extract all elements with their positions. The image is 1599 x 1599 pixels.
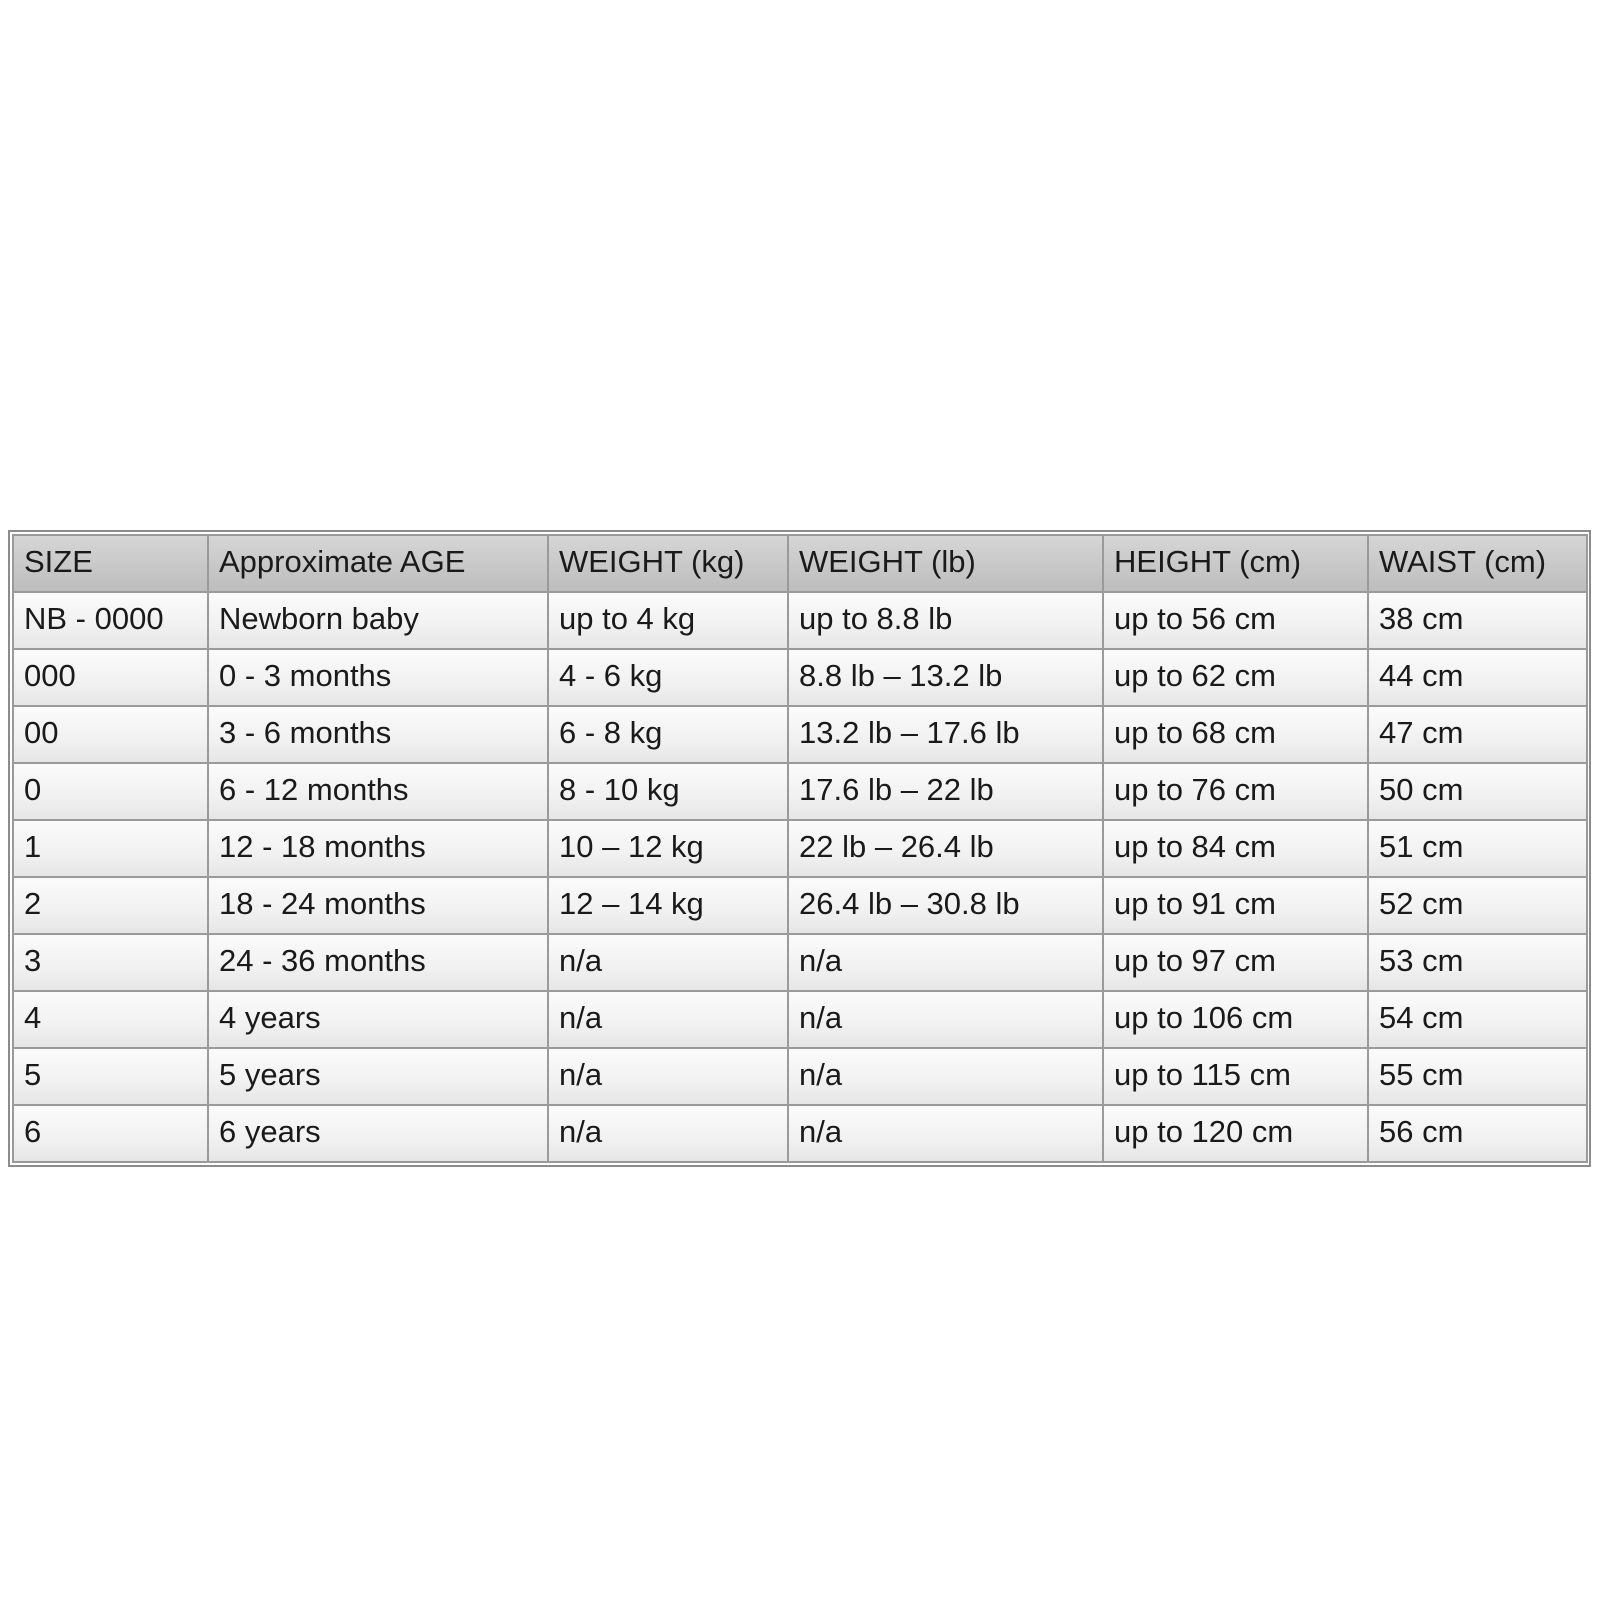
- cell-weight-lb: up to 8.8 lb: [788, 592, 1103, 649]
- table-header-row: [13, 535, 1587, 592]
- cell-height-cm: up to 76 cm: [1103, 763, 1368, 820]
- cell-weight-kg: n/a: [548, 1105, 788, 1162]
- column-header-height-cm: HEIGHT (cm): [1103, 535, 1368, 592]
- cell-height-cm: up to 120 cm: [1103, 1105, 1368, 1162]
- cell-weight-kg: 10 – 12 kg: [548, 820, 788, 877]
- cell-size: 4: [13, 991, 208, 1048]
- cell-weight-kg: n/a: [548, 934, 788, 991]
- table-row: [13, 649, 1587, 706]
- cell-size: 6: [13, 1105, 208, 1162]
- cell-weight-lb: n/a: [788, 934, 1103, 991]
- table-row: [13, 1048, 1587, 1105]
- table-row: [13, 991, 1587, 1048]
- cell-weight-lb: n/a: [788, 1105, 1103, 1162]
- cell-weight-kg: up to 4 kg: [548, 592, 788, 649]
- cell-waist-cm: 47 cm: [1368, 706, 1587, 763]
- cell-weight-kg: n/a: [548, 991, 788, 1048]
- cell-height-cm: up to 91 cm: [1103, 877, 1368, 934]
- cell-weight-lb: 17.6 lb – 22 lb: [788, 763, 1103, 820]
- cell-size: NB - 0000: [13, 592, 208, 649]
- cell-age: 3 - 6 months: [208, 706, 548, 763]
- table-row: [13, 706, 1587, 763]
- cell-height-cm: up to 106 cm: [1103, 991, 1368, 1048]
- cell-waist-cm: 50 cm: [1368, 763, 1587, 820]
- cell-age: 0 - 3 months: [208, 649, 548, 706]
- cell-age: 4 years: [208, 991, 548, 1048]
- cell-height-cm: up to 115 cm: [1103, 1048, 1368, 1105]
- cell-size: 0: [13, 763, 208, 820]
- cell-waist-cm: 55 cm: [1368, 1048, 1587, 1105]
- cell-weight-kg: 4 - 6 kg: [548, 649, 788, 706]
- cell-waist-cm: 44 cm: [1368, 649, 1587, 706]
- cell-height-cm: up to 56 cm: [1103, 592, 1368, 649]
- cell-size: 000: [13, 649, 208, 706]
- column-header-weight-lb: WEIGHT (lb): [788, 535, 1103, 592]
- table-body: [13, 592, 1587, 1162]
- cell-height-cm: up to 97 cm: [1103, 934, 1368, 991]
- size-chart-container: [8, 530, 1591, 1167]
- cell-waist-cm: 52 cm: [1368, 877, 1587, 934]
- cell-weight-lb: n/a: [788, 991, 1103, 1048]
- cell-height-cm: up to 84 cm: [1103, 820, 1368, 877]
- cell-waist-cm: 53 cm: [1368, 934, 1587, 991]
- cell-size: 00: [13, 706, 208, 763]
- cell-weight-lb: 8.8 lb – 13.2 lb: [788, 649, 1103, 706]
- cell-size: 2: [13, 877, 208, 934]
- column-header-age: Approximate AGE: [208, 535, 548, 592]
- cell-waist-cm: 56 cm: [1368, 1105, 1587, 1162]
- cell-age: 6 - 12 months: [208, 763, 548, 820]
- cell-height-cm: up to 62 cm: [1103, 649, 1368, 706]
- column-header-waist-cm: WAIST (cm): [1368, 535, 1587, 592]
- table-row: [13, 763, 1587, 820]
- cell-weight-kg: 12 – 14 kg: [548, 877, 788, 934]
- cell-waist-cm: 38 cm: [1368, 592, 1587, 649]
- cell-size: 3: [13, 934, 208, 991]
- table-row: [13, 1105, 1587, 1162]
- column-header-weight-kg: WEIGHT (kg): [548, 535, 788, 592]
- cell-age: 12 - 18 months: [208, 820, 548, 877]
- cell-age: 24 - 36 months: [208, 934, 548, 991]
- table-row: [13, 820, 1587, 877]
- table-row: [13, 592, 1587, 649]
- cell-age: 18 - 24 months: [208, 877, 548, 934]
- table-header: [13, 535, 1587, 592]
- cell-weight-kg: 8 - 10 kg: [548, 763, 788, 820]
- table-row: [13, 877, 1587, 934]
- size-chart-table: [12, 534, 1588, 1163]
- cell-size: 5: [13, 1048, 208, 1105]
- cell-size: 1: [13, 820, 208, 877]
- cell-weight-lb: 22 lb – 26.4 lb: [788, 820, 1103, 877]
- column-header-size: SIZE: [13, 535, 208, 592]
- cell-weight-kg: n/a: [548, 1048, 788, 1105]
- cell-age: Newborn baby: [208, 592, 548, 649]
- cell-weight-lb: 13.2 lb – 17.6 lb: [788, 706, 1103, 763]
- cell-waist-cm: 54 cm: [1368, 991, 1587, 1048]
- cell-height-cm: up to 68 cm: [1103, 706, 1368, 763]
- cell-age: 6 years: [208, 1105, 548, 1162]
- cell-weight-kg: 6 - 8 kg: [548, 706, 788, 763]
- cell-weight-lb: 26.4 lb – 30.8 lb: [788, 877, 1103, 934]
- cell-weight-lb: n/a: [788, 1048, 1103, 1105]
- cell-age: 5 years: [208, 1048, 548, 1105]
- cell-waist-cm: 51 cm: [1368, 820, 1587, 877]
- table-row: [13, 934, 1587, 991]
